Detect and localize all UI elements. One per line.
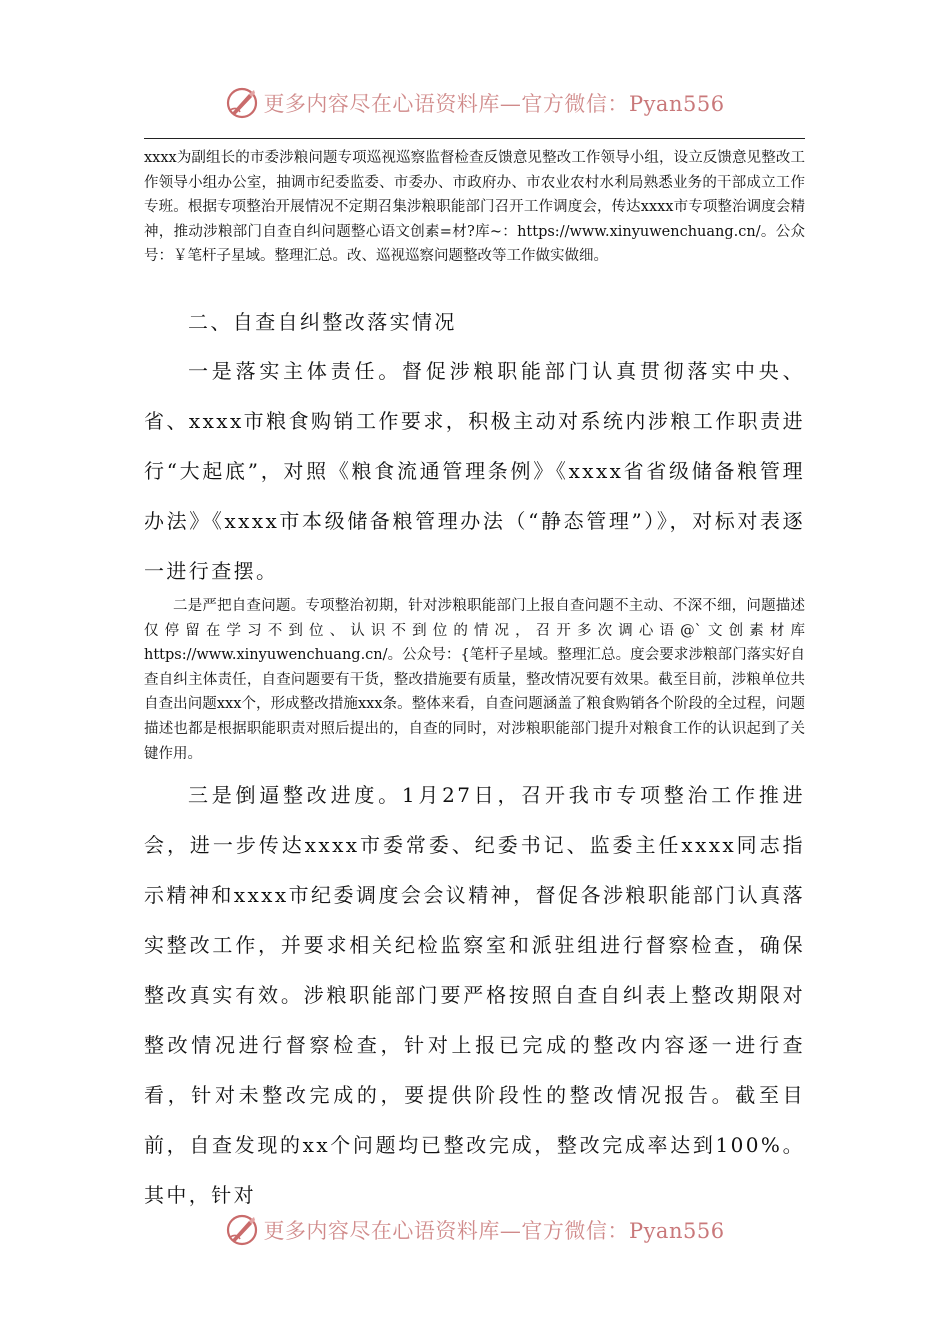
paragraph-main-responsibility: 一是落实主体责任。督促涉粮职能部门认真贯彻落实中央、省、xxxx市粮食购销工作要求，积极主动对系统内涉粮工作职责进行“大起底”，对照《粮食流通管理条例》《xxxx省省级储备粮管理办法》《xxxx市本级储备粮管理办法（“静态管理”）》，对标对表逐一进行查摆。	[144, 359, 805, 583]
section-heading: 二、自查自纠整改落实情况	[188, 310, 457, 334]
footer-banner-text: 更多内容尽在心语资料库—官方微信：Pyan556	[263, 1219, 725, 1243]
header-divider	[144, 138, 805, 139]
footer-banner	[0, 1210, 950, 1250]
paragraph-self-check: 二是严把自查问题。专项整治初期，针对涉粮职能部门上报自查问题不主动、不深不细，问题描述仅停留在学习不到位、认识不到位的情况，召开多次调心语@`文创素材库https://www.xinyuwenchuang.cn/。公众号：{笔杆子星域。整理汇总。度会要求涉粮部门落实好自查自纠主体责任，自查问题要有干货，整改措施要有质量，整改情况要有效果。截至目前，涉粮单位共自查出问题xxx个，形成整改措施xxx条。整体来看，自查问题涵盖了粮食购销各个阶段的全过程，问题描述也都是根据职能职责对照后提出的，自查的同时，对涉粮职能部门提升对粮食工作的认识起到了关键作用。	[144, 598, 805, 762]
header-banner-text: 更多内容尽在心语资料库—官方微信：Pyan556	[263, 92, 725, 116]
paragraph-rectification-progress: 三是倒逼整改进度。1月27日，召开我市专项整治工作推进会，进一步传达xxxx市委常委、纪委书记、监委主任xxxx同志指示精神和xxxx市纪委调度会会议精神，督促各涉粮职能部门认真落实整改工作，并要求相关纪检监察室和派驻组进行督察检查，确保整改真实有效。涉粮职能部门要严格按照自查自纠表上整改期限对整改情况进行督察检查，针对上报已完成的整改内容逐一进行查看，针对未整改完成的，要提供阶段性的整改情况报告。截至目前，自查发现的xx个问题均已整改完成，整改完成率达到100%。其中，针对	[144, 783, 805, 1207]
header-banner	[0, 83, 950, 123]
paragraph-continuation: xxxx为副组长的市委涉粮问题专项巡视巡察监督检查反馈意见整改工作领导小组，设立反馈意见整改工作领导小组办公室，抽调市纪委监委、市委办、市政府办、市农业农村水利局熟悉业务的干部成立工作专班。根据专项整治开展情况不定期召集涉粮职能部门召开工作调度会，传达xxxx市专项整治调度会精神，推动涉粮部门自查自纠问题整心语文创素=材?库~：https://www.xinyuwenchuang.cn/。公众号：￥笔杆子星域。整理汇总。改、巡视巡察问题整改等工作做实做细。	[144, 150, 805, 265]
pen-logo-icon	[225, 1213, 259, 1247]
pen-logo-icon	[225, 86, 259, 120]
